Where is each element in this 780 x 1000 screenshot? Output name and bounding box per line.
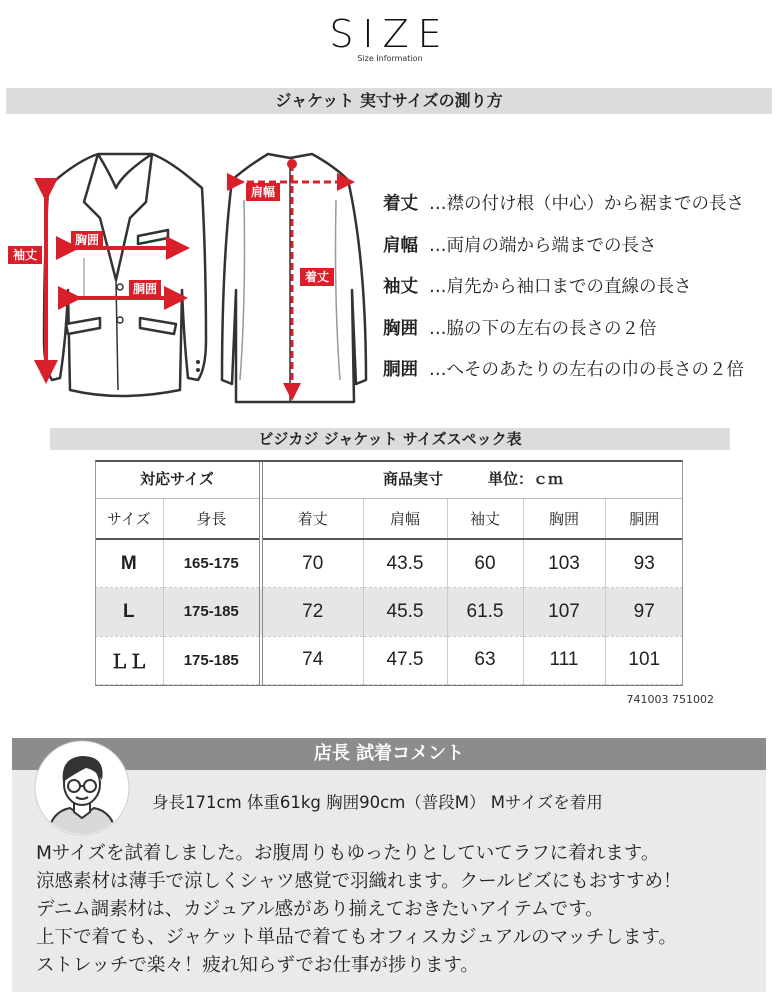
page-subtitle: Size Information bbox=[357, 54, 423, 63]
column-header: 袖丈 bbox=[447, 498, 523, 539]
group-header-fit-size: 対応サイズ bbox=[95, 460, 261, 498]
cell-size: M bbox=[95, 539, 163, 588]
cell-length: 74 bbox=[261, 636, 363, 685]
definition-term: 胴囲 bbox=[383, 360, 418, 381]
table-group-header bbox=[95, 460, 683, 498]
cell-sleeve: 61.5 bbox=[447, 588, 523, 637]
page-title: SIZE bbox=[329, 12, 451, 56]
cell-sleeve: 60 bbox=[447, 539, 523, 588]
cell-length: 72 bbox=[261, 588, 363, 637]
comment-line: Mサイズを試着しました。お腹周りもゆったりとしていてラフに着れます。 bbox=[36, 843, 660, 864]
comment-line: デニム調素材は、カジュアル感があり揃えておきたいアイテムです。 bbox=[36, 899, 604, 920]
spec-table-title: ビジカジ ジャケット サイズスペック表 bbox=[50, 428, 730, 450]
jacket-diagram bbox=[0, 140, 380, 420]
label-waist: 胴囲 bbox=[132, 282, 158, 296]
label-length: 着丈 bbox=[304, 270, 330, 284]
measurement-definitions bbox=[383, 182, 778, 390]
definition-row bbox=[383, 307, 778, 349]
cell-height: 175-185 bbox=[163, 588, 261, 637]
table-row bbox=[95, 539, 683, 588]
definition-term: 肩幅 bbox=[383, 235, 418, 256]
measure-section-title: ジャケット 実寸サイズの測り方 bbox=[6, 88, 772, 114]
comment-line: 上下で着ても、ジャケット単品で着てもオフィスカジュアルのマッチします。 bbox=[36, 927, 677, 948]
definition-text: …へそのあたりの左右の巾の長さの２倍 bbox=[429, 360, 744, 381]
cell-chest: 111 bbox=[523, 636, 605, 685]
product-codes: 741003 751002 bbox=[626, 693, 714, 706]
definition-row bbox=[383, 348, 778, 390]
definition-term: 袖丈 bbox=[383, 277, 418, 298]
cell-length: 70 bbox=[261, 539, 363, 588]
column-header: 肩幅 bbox=[363, 498, 447, 539]
comment-line: 涼感素材は薄手で涼しくシャツ感覚で羽織れます。クールビズにもおすすめ！ bbox=[36, 871, 682, 892]
table-column-header bbox=[95, 498, 683, 539]
cell-waist: 97 bbox=[605, 588, 683, 637]
column-header: 胴囲 bbox=[605, 498, 683, 539]
label-chest: 胸囲 bbox=[74, 233, 100, 247]
definition-text: …脇の下の左右の長さの２倍 bbox=[429, 318, 657, 339]
definition-text: …両肩の端から端までの長さ bbox=[429, 235, 657, 256]
definition-term: 胸囲 bbox=[383, 318, 418, 339]
size-spec-table bbox=[95, 460, 683, 685]
cell-chest: 107 bbox=[523, 588, 605, 637]
jacket-back-icon bbox=[222, 154, 366, 402]
column-header: 身長 bbox=[163, 498, 261, 539]
column-header: サイズ bbox=[95, 498, 163, 539]
cell-waist: 93 bbox=[605, 539, 683, 588]
cell-waist: 101 bbox=[605, 636, 683, 685]
cell-shoulder: 45.5 bbox=[363, 588, 447, 637]
cell-sleeve: 63 bbox=[447, 636, 523, 685]
cell-height: 165-175 bbox=[163, 539, 261, 588]
staff-avatar-icon bbox=[34, 740, 130, 836]
cell-size: L bbox=[95, 588, 163, 637]
cell-height: 175-185 bbox=[163, 636, 261, 685]
column-header: 着丈 bbox=[261, 498, 363, 539]
definition-text: …肩先から袖口までの直線の長さ bbox=[429, 277, 692, 298]
cell-size: ＬＬ bbox=[95, 636, 163, 685]
comment-body bbox=[36, 840, 766, 980]
cell-shoulder: 43.5 bbox=[363, 539, 447, 588]
definition-term: 着丈 bbox=[383, 194, 418, 215]
definition-text: …襟の付け根（中心）から裾までの長さ bbox=[429, 194, 744, 215]
label-shoulder: 肩幅 bbox=[250, 185, 276, 199]
definition-row bbox=[383, 265, 778, 307]
staff-stats: 身長171cm 体重61kg 胸囲90cm（普段M） Mサイズを着用 bbox=[152, 793, 603, 812]
definition-row bbox=[383, 182, 778, 224]
cell-chest: 103 bbox=[523, 539, 605, 588]
staff-comment-box bbox=[12, 738, 766, 992]
column-header: 胸囲 bbox=[523, 498, 605, 539]
group-header-measurements: 商品実寸 単位：ｃｍ bbox=[261, 460, 683, 498]
table-row bbox=[95, 636, 683, 685]
definition-row bbox=[383, 224, 778, 266]
comment-title: 店長 試着コメント bbox=[12, 738, 766, 770]
jacket-front-icon bbox=[44, 154, 206, 396]
table-row bbox=[95, 588, 683, 637]
comment-line: ストレッチで楽々！疲れ知らずでお仕事が捗ります。 bbox=[36, 955, 479, 976]
label-sleeve: 袖丈 bbox=[12, 248, 38, 262]
cell-shoulder: 47.5 bbox=[363, 636, 447, 685]
